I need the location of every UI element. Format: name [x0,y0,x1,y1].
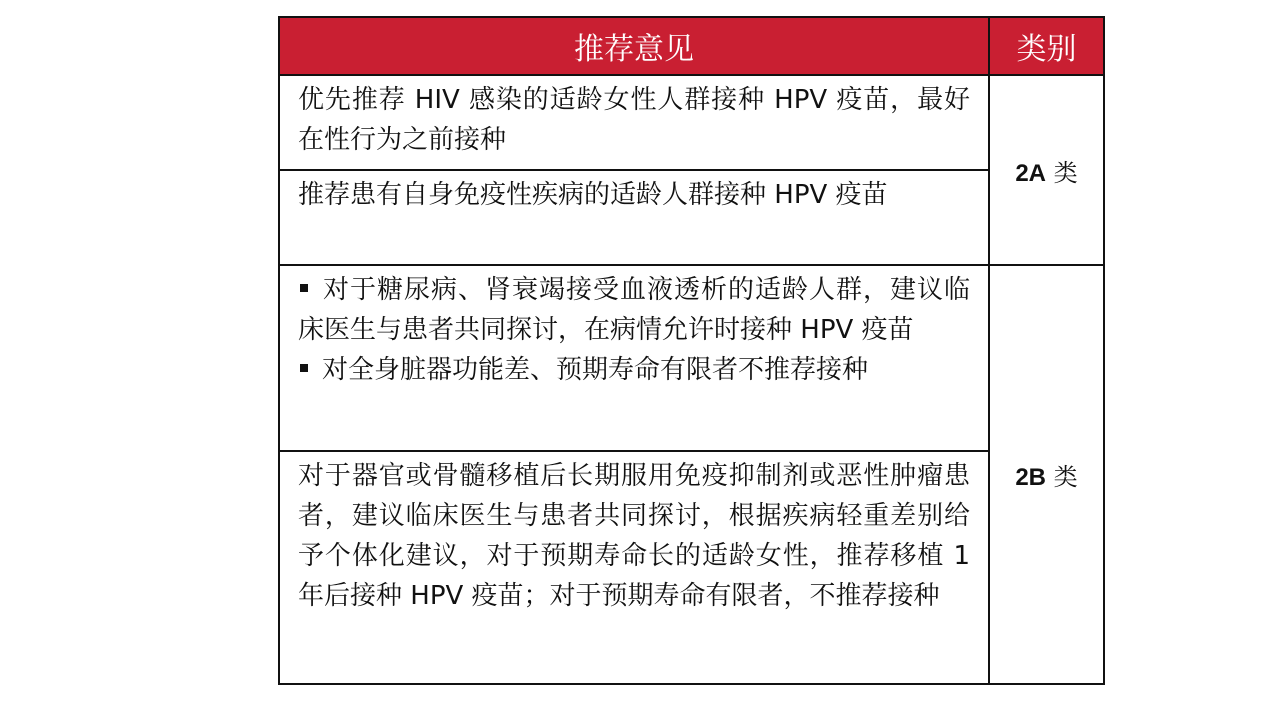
category-2b [989,265,1104,684]
bullet-item [298,270,970,350]
table-row [279,265,1104,451]
table-row [279,75,1104,170]
category-suffix: 类 [1053,158,1078,187]
recommendation-table [278,16,1105,685]
bullet-text: 对于糖尿病、肾衰竭接受血液透析的适龄人群，建议临床医生与患者共同探讨，在病情允许时接种 HPV 疫苗 [298,275,970,345]
recommendation-hiv: 优先推荐 HIV 感染的适龄女性人群接种 HPV 疫苗，最好在性行为之前接种 [279,75,989,170]
bullet-text: 对全身脏器功能差、预期寿命有限者不推荐接种 [322,355,869,385]
bullet-square-icon [300,364,308,372]
table-row [279,170,1104,265]
header-recommendation: 推荐意见 [279,17,989,75]
bullet-square-icon [300,284,308,292]
category-code: 2B [1015,464,1047,491]
category-2a [989,75,1104,265]
table-header-row [279,17,1104,75]
recommendation-diabetes-dialysis [279,265,989,451]
recommendation-transplant: 对于器官或骨髓移植后长期服用免疫抑制剂或恶性肿瘤患者，建议临床医生与患者共同探讨，根据疾病轻重差别给予个体化建议，对于预期寿命长的适龄女性，推荐移植 1 年后接种 HPV 疫苗；对于预期寿命有限者，不推荐接种 [279,451,989,684]
table-row [279,451,1104,684]
category-suffix: 类 [1053,463,1078,491]
recommendation-autoimmune: 推荐患有自身免疫性疾病的适龄人群接种 HPV 疫苗 [279,170,989,265]
category-code: 2A [1015,159,1047,187]
bullet-item [298,350,970,390]
header-category: 类别 [989,17,1104,75]
